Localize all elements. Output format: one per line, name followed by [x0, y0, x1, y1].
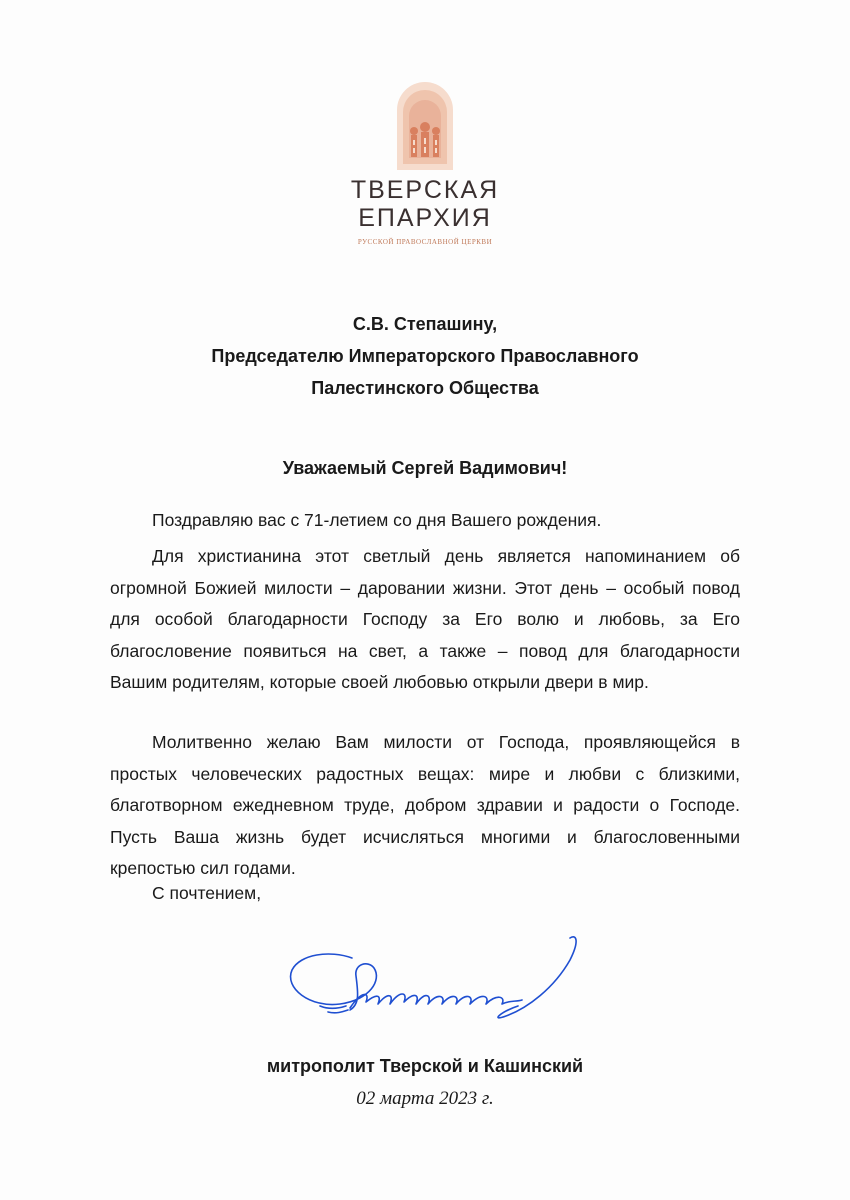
addressee-line: Председателю Императорского Православного [211, 346, 639, 366]
org-name [0, 176, 850, 232]
handwritten-signature-icon [270, 930, 590, 1040]
addressee-block [0, 308, 850, 404]
org-name-line2: ЕПАРХИЯ [358, 204, 492, 232]
addressee-line: Палестинского Общества [311, 378, 539, 398]
org-name-line1: ТВЕРСКАЯ [350, 176, 500, 204]
letterhead [0, 80, 850, 246]
body-paragraph: Поздравляю вас с 71-летием со дня Вашего рождения. [152, 510, 602, 530]
salutation: Уважаемый Сергей Вадимович! [282, 458, 568, 478]
letter-date: 02 марта 2023 г. [356, 1088, 494, 1109]
closing-phrase: С почтением, [152, 883, 262, 903]
addressee-line: С.В. Степашину, [352, 314, 498, 334]
cathedral-arch-emblem-icon [395, 80, 455, 172]
body-paragraph: Для христианина этот светлый день является напоминанием об огромной Божией милости – даровании жизни. Этот день – особый повод для особой благодарности Господу за Его волю и любовь, за Его благословение появиться на свет, а также – повод для благодарности Вашим родителям, которые своей любовью открыли двери в мир. [110, 546, 740, 692]
body-paragraph: Молитвенно желаю Вам милости от Господа, проявляющейся в простых человеческих радостных вещах: мире и любви с близкими, благотворном ежедневном труде, добром здравии и радости о Господе. Пусть Ваша жизнь будет исчисляться многими и благословенными крепостью сил годами. [110, 732, 740, 878]
signer-title: митрополит Тверской и Кашинский [266, 1056, 584, 1076]
org-subtitle: РУССКОЙ ПРАВОСЛАВНОЙ ЦЕРКВИ [357, 238, 493, 246]
